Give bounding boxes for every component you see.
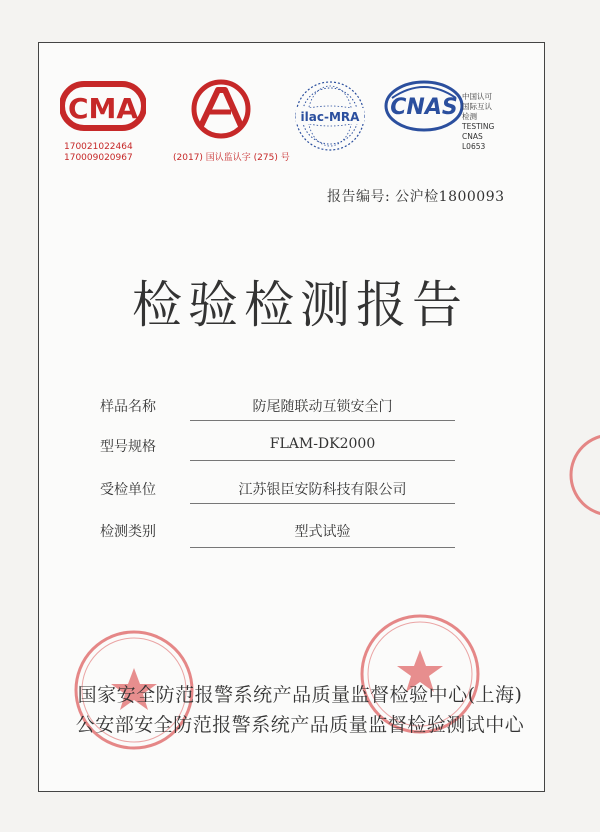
cnas-side-line: 国际互认 — [462, 102, 492, 111]
field-label-test-category: 检测类别 — [100, 524, 156, 540]
field-underline — [190, 547, 455, 548]
cnas-side-line: CNAS L0653 — [462, 132, 486, 151]
cnas-mark-icon — [384, 78, 464, 138]
cma-code-2: 170009020967 — [64, 153, 133, 163]
report-title: 检验检测报告 — [132, 276, 468, 334]
footer-line-2: 公安部安全防范报警系统产品质量监督检验测试中心 — [75, 714, 525, 736]
cal-caption: (2017) 国认监认字 (275) 号 — [173, 153, 290, 163]
cnas-side-line: TESTING — [462, 122, 495, 131]
ilac-mra-logo — [292, 78, 368, 158]
field-value-model: FLAM-DK2000 — [269, 436, 376, 452]
field-value-sample-name: 防尾随联动互锁安全门 — [252, 399, 393, 415]
field-value-test-category: 型式试验 — [294, 524, 351, 540]
cma-text: CMA — [67, 92, 139, 125]
cma-code-1: 170021022464 — [64, 142, 133, 152]
cal-logo — [173, 78, 290, 163]
cma-logo — [60, 78, 146, 163]
cnas-side-line: 中国认可 — [462, 92, 492, 101]
field-underline — [190, 420, 455, 421]
cnas-logo — [384, 78, 495, 151]
cnas-side-line: 检测 — [462, 112, 477, 121]
footer-line-1: 国家安全防范报警系统产品质量监督检验中心(上海) — [77, 684, 523, 706]
field-underline — [190, 503, 455, 504]
report-number: 报告编号: 公沪检1800093 — [327, 189, 505, 205]
field-underline — [190, 460, 455, 461]
field-value-inspected-unit: 江苏银臣安防科技有限公司 — [238, 482, 407, 498]
cma-mark-icon — [60, 78, 146, 138]
field-label-sample-name: 样品名称 — [100, 399, 156, 415]
cnas-text: CNAS — [390, 95, 458, 120]
cal-text: CAL — [219, 138, 223, 139]
field-label-inspected-unit: 受检单位 — [100, 482, 156, 498]
ilac-globe-icon — [292, 78, 368, 154]
field-label-model: 型号规格 — [100, 439, 156, 455]
ilac-text: ilac-MRA — [300, 110, 360, 124]
cal-mark-icon — [185, 78, 257, 140]
cnas-side-text — [462, 92, 494, 152]
accreditation-logos — [60, 78, 540, 168]
edge-seal-stamp-icon — [566, 430, 600, 520]
